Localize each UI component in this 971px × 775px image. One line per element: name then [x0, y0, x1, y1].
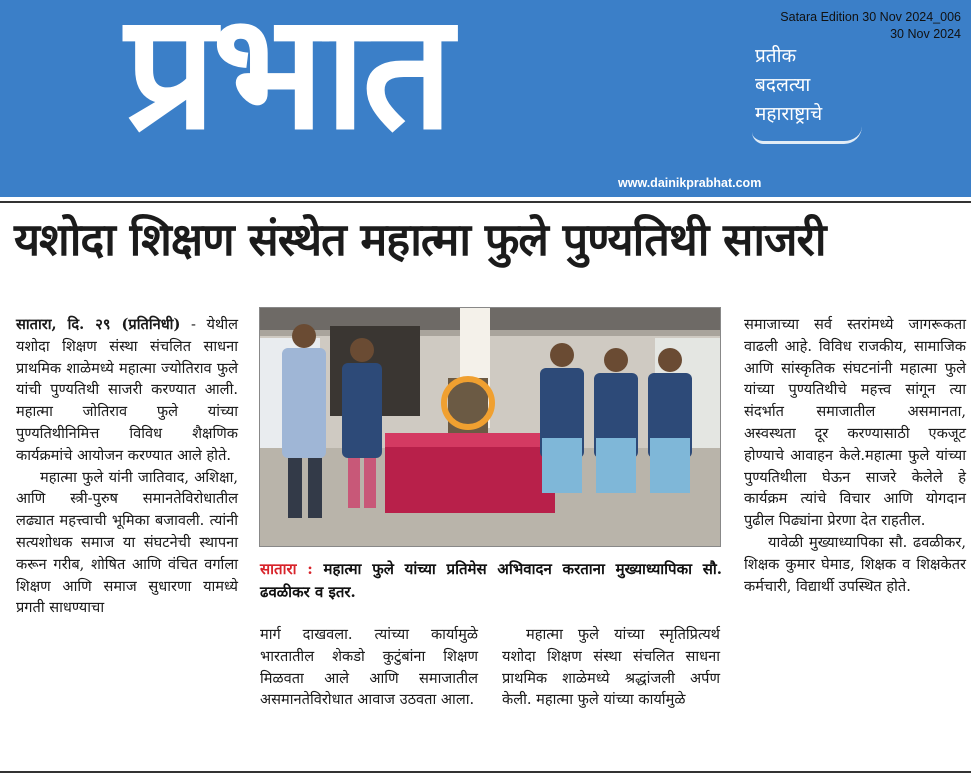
article-paragraph	[16, 314, 238, 467]
edition-date: 30 Nov 2024	[890, 27, 961, 41]
tagline-line: महाराष्ट्राचे	[755, 103, 823, 125]
masthead	[0, 0, 971, 197]
tagline-line: प्रतीक	[755, 45, 797, 67]
event-photo-illustration	[260, 308, 721, 547]
website-url: www.dainikprabhat.com	[618, 176, 762, 190]
page-bottom-divider	[0, 771, 971, 773]
article-headline: यशोदा शिक्षण संस्थेत महात्मा फुले पुण्यतिथी साजरी	[14, 213, 826, 266]
tagline-swoosh-decoration	[752, 126, 862, 144]
article-paragraph: यावेळी मुख्याध्यापिका सौ. ढवळीकर, शिक्षक कुमार घेमाड, शिक्षक व शिक्षकेतर कर्मचारी, विद्यार्थी उपस्थित होते.	[744, 533, 966, 595]
caption-place: सातारा :	[260, 560, 313, 578]
edition-label: Satara Edition 30 Nov 2024_006	[780, 10, 961, 24]
article-column-3	[502, 624, 720, 711]
newspaper-logo: प्रभात	[125, 0, 450, 165]
dateline: सातारा, दि. २९ (प्रतिनिधी)	[16, 316, 181, 333]
article-column-4	[744, 314, 966, 597]
masthead-tagline	[755, 42, 822, 129]
tagline-line: बदलत्या	[755, 74, 811, 96]
masthead-divider	[0, 201, 971, 203]
edition-info	[780, 9, 961, 43]
article-column-1	[16, 314, 238, 619]
article-paragraph: महात्मा फुले यांनी जातिवाद, अशिक्षा, आणि स्त्री-पुरुष समानतेविरोधातील लढ्यात महत्त्वाची भूमिका बजावली. त्यांनी सत्यशोधक समाज या संघटनेची स्थापना करून गरीब, शोषित आणि वंचित वर्गाला शिक्षण आणि समाज सुधारणा यामध्ये प्रगती साधण्याचा	[16, 468, 238, 617]
caption-text: महात्मा फुले यांच्या प्रतिमेस अभिवादन करताना मुख्याध्यापिका सौ. ढवळीकर व इतर.	[260, 560, 722, 601]
paragraph-text: - येथील यशोदा शिक्षण संस्था संचलित साधना प्राथमिक शाळेमध्ये महात्मा ज्योतिराव फुले यांची पुण्यतिथी साजरी करण्यात आली. महात्मा जोतिराव फुले यांच्या पुण्यतिथीनिमित्त विविध शैक्षणिक कार्यक्रमांचे आयोजन करण्यात आले होते.	[16, 316, 238, 464]
article-paragraph: मार्ग दाखवला. त्यांच्या कार्यामुळे भारतातील शेकडो कुटुंबांना शिक्षण मिळवता आले आणि समाजातील असमानतेविरोधात आवाज उठवता आला.	[260, 626, 478, 709]
photo-caption	[260, 558, 722, 603]
article-paragraph: महात्मा फुले यांच्या स्मृतिप्रित्यर्थ यशोदा शिक्षण संस्था संचलित साधना प्राथमिक शाळेमध्ये श्रद्धांजली अर्पण केली. महात्मा फुले यांच्या कार्यामुळे	[502, 626, 720, 709]
article-paragraph: समाजाच्या सर्व स्तरांमध्ये जागरूकता वाढली आहे. विविध राजकीय, सामाजिक आणि सांस्कृतिक संघटनांनी महात्मा फुले यांच्या पुण्यतिथीचे महत्त्व सांगून त्या संदर्भात समाजातील असमानता, अस्वस्थता दूर करण्यासाठी एकजूट होण्याचे आवाहन केले.महात्मा फुले यांच्या पुण्यतिथीला घेऊन साजरे केलेले हे कार्यक्रम त्यांचे विचार आणि योगदान पुढील पिढ्यांना प्रेरणा देत राहतील.	[744, 316, 966, 530]
article-photo	[259, 307, 721, 547]
article-column-2	[260, 624, 478, 711]
